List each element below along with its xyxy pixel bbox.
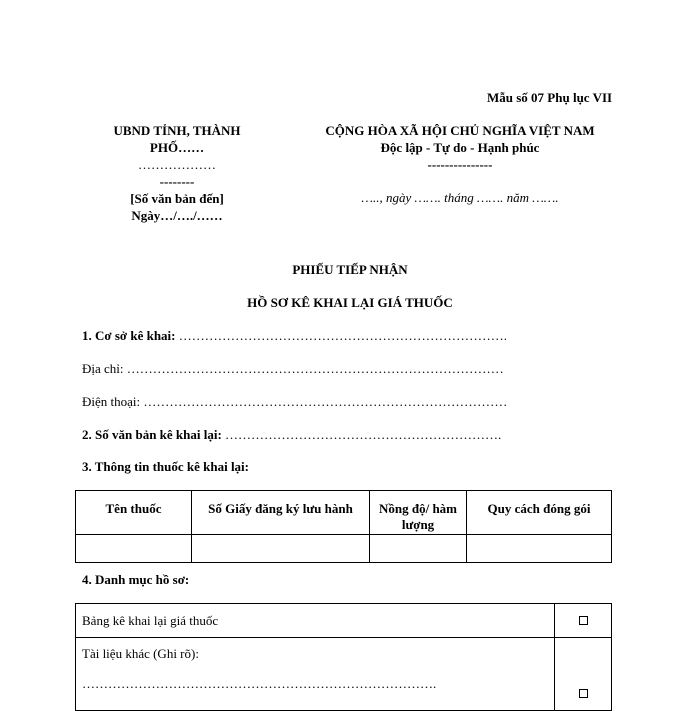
address-label: Địa chỉ:	[82, 361, 124, 376]
form-number: Mẫu số 07 Phụ lục VII	[487, 90, 613, 105]
doc-number-row	[82, 427, 501, 443]
other-documents-checkbox[interactable]	[579, 689, 588, 698]
table-row	[76, 604, 612, 638]
drug-info-table	[75, 490, 612, 563]
authority-line-3: ………………	[138, 157, 216, 172]
price-declaration-checkbox[interactable]	[579, 616, 588, 625]
facility-field[interactable]: ………………………………………………………………….	[175, 328, 507, 343]
doc-number-field[interactable]: ……………………………………………………….	[221, 427, 502, 442]
national-header-block	[290, 122, 630, 173]
doc-number-label: 2. Số văn bản kê khai lại:	[82, 427, 222, 442]
drug-info-heading: 3. Thông tin thuốc kê khai lại:	[82, 459, 250, 474]
price-declaration-item: Bảng kê khai lại giá thuốc	[76, 604, 555, 638]
phone-label: Điện thoại:	[82, 394, 141, 409]
authority-line-1: UBND TỈNH, THÀNH	[113, 123, 241, 138]
header-registration-number: Số Giấy đăng ký lưu hành	[192, 491, 370, 535]
table-header-row	[76, 491, 612, 535]
doc-list-heading: 4. Danh mục hồ sơ:	[82, 572, 190, 587]
registration-number-cell[interactable]	[192, 535, 370, 563]
country-name: CỘNG HÒA XÃ HỘI CHỦ NGHĨA VIỆT NAM	[325, 123, 595, 138]
drug-name-cell[interactable]	[76, 535, 192, 563]
facility-row	[82, 328, 507, 344]
header-concentration: Nồng độ/ hàm lượng	[370, 491, 467, 535]
other-documents-label: Tài liệu khác (Ghi rõ):	[82, 646, 199, 661]
phone-row	[82, 394, 507, 410]
document-list-table	[75, 603, 612, 711]
motto: Độc lập - Tự do - Hạnh phúc	[380, 140, 540, 155]
header-packaging: Quy cách đóng gói	[467, 491, 612, 535]
authority-divider: --------	[159, 174, 195, 189]
header-drug-name: Tên thuốc	[76, 491, 192, 535]
phone-field[interactable]: …………………………………………………………………………	[140, 394, 508, 409]
concentration-cell[interactable]	[370, 535, 467, 563]
incoming-doc-date: Ngày…/…./……	[131, 208, 223, 223]
document-title: PHIẾU TIẾP NHẬN	[292, 262, 408, 277]
authority-line-2: PHỐ……	[149, 140, 205, 155]
other-documents-field[interactable]: ……………………………………………………………………….	[82, 676, 437, 691]
date-line: ….., ngày ……. tháng ……. năm …….	[361, 190, 559, 205]
facility-label: 1. Cơ sở kê khai:	[82, 328, 176, 343]
issuing-authority-block	[92, 122, 262, 224]
table-row	[76, 535, 612, 563]
packaging-cell[interactable]	[467, 535, 612, 563]
address-field[interactable]: ……………………………………………………………………………	[123, 361, 504, 376]
incoming-doc-number: [Số văn bản đến]	[130, 191, 224, 206]
address-row	[82, 361, 504, 377]
document-subtitle: HỒ SƠ KÊ KHAI LẠI GIÁ THUỐC	[247, 295, 453, 310]
motto-divider: ---------------	[427, 157, 493, 172]
